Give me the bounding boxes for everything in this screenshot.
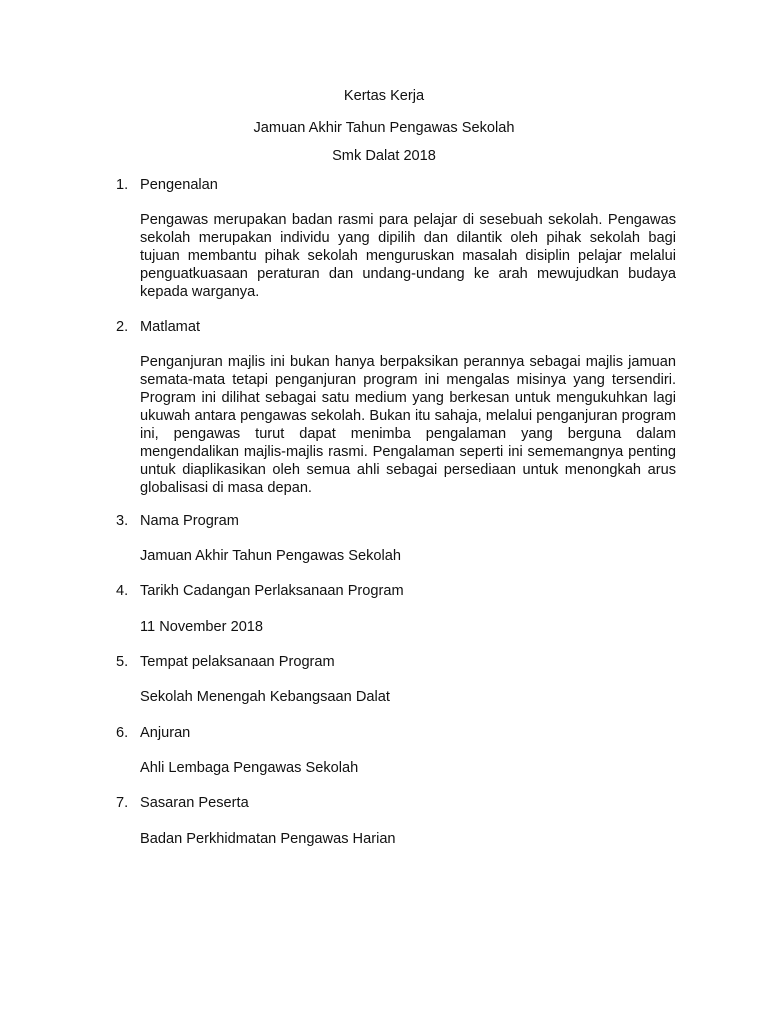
section-tarikh xyxy=(116,582,676,635)
section-tempat xyxy=(116,653,676,705)
document-title: Kertas Kerja xyxy=(343,88,425,104)
section-heading xyxy=(116,176,676,194)
section-nama-program xyxy=(116,512,676,564)
document-school-year: Smk Dalat 2018 xyxy=(332,148,436,164)
section-pengenalan xyxy=(116,176,676,300)
section-body: Badan Perkhidmatan Pengawas Harian xyxy=(140,831,396,847)
section-heading xyxy=(116,653,676,671)
section-number: 3. xyxy=(116,513,129,529)
section-title: Sasaran Peserta xyxy=(140,795,249,811)
section-number: 6. xyxy=(116,725,129,741)
section-title: Pengenalan xyxy=(140,177,218,193)
section-number: 4. xyxy=(116,583,129,599)
section-heading xyxy=(116,724,676,742)
section-body: Pengawas merupakan badan rasmi para pelajar di sesebuah sekolah. Pengawas sekolah merupakan individu yang dipilih dan dilantik oleh pihak sekolah bagi tujuan membantu pihak sekolah menguruskan masalah disiplin pelajar melalui penguatkuasaan peraturan dan undang-undang ke arah mewujudkan budaya kepada warganya. xyxy=(140,212,676,300)
section-title: Tempat pelaksanaan Program xyxy=(140,654,335,670)
section-title: Nama Program xyxy=(140,513,239,529)
section-body: Penganjuran majlis ini bukan hanya berpaksikan perannya sebagai majlis jamuan semata-mata tetapi penganjuran program ini mengalas misinya yang tersendiri. Program ini dilihat sebagai satu medium yang berkesan untuk mengukuhkan lagi ukuwah antara pengawas sekolah. Bukan itu sahaja, melalui penganjuran program ini, pengawas turut dapat menimba pengalaman yang berguna dalam mengendalikan majlis-majlis rasmi. Pengalaman seperti ini sememangnya penting untuk diaplikasikan oleh semua ahli sebagai persediaan untuk menongkah arus globalisasi di masa depan. xyxy=(140,354,676,496)
section-matlamat xyxy=(116,318,676,496)
section-title: Anjuran xyxy=(140,725,191,741)
section-heading xyxy=(116,794,676,812)
section-number: 1. xyxy=(116,177,129,193)
document-subtitle: Jamuan Akhir Tahun Pengawas Sekolah xyxy=(253,120,515,136)
section-title: Matlamat xyxy=(140,319,201,335)
section-body: Ahli Lembaga Pengawas Sekolah xyxy=(140,760,359,776)
section-heading xyxy=(116,582,676,600)
section-body: 11 November 2018 xyxy=(140,619,264,635)
section-number: 2. xyxy=(116,319,129,335)
section-anjuran xyxy=(116,724,676,776)
section-body: Jamuan Akhir Tahun Pengawas Sekolah xyxy=(140,548,401,564)
section-body: Sekolah Menengah Kebangsaan Dalat xyxy=(140,689,390,705)
section-sasaran xyxy=(116,794,676,847)
section-title: Tarikh Cadangan Perlaksanaan Program xyxy=(140,583,404,599)
section-heading xyxy=(116,512,676,530)
section-number: 7. xyxy=(116,795,129,811)
section-heading xyxy=(116,318,676,336)
section-number: 5. xyxy=(116,654,129,670)
